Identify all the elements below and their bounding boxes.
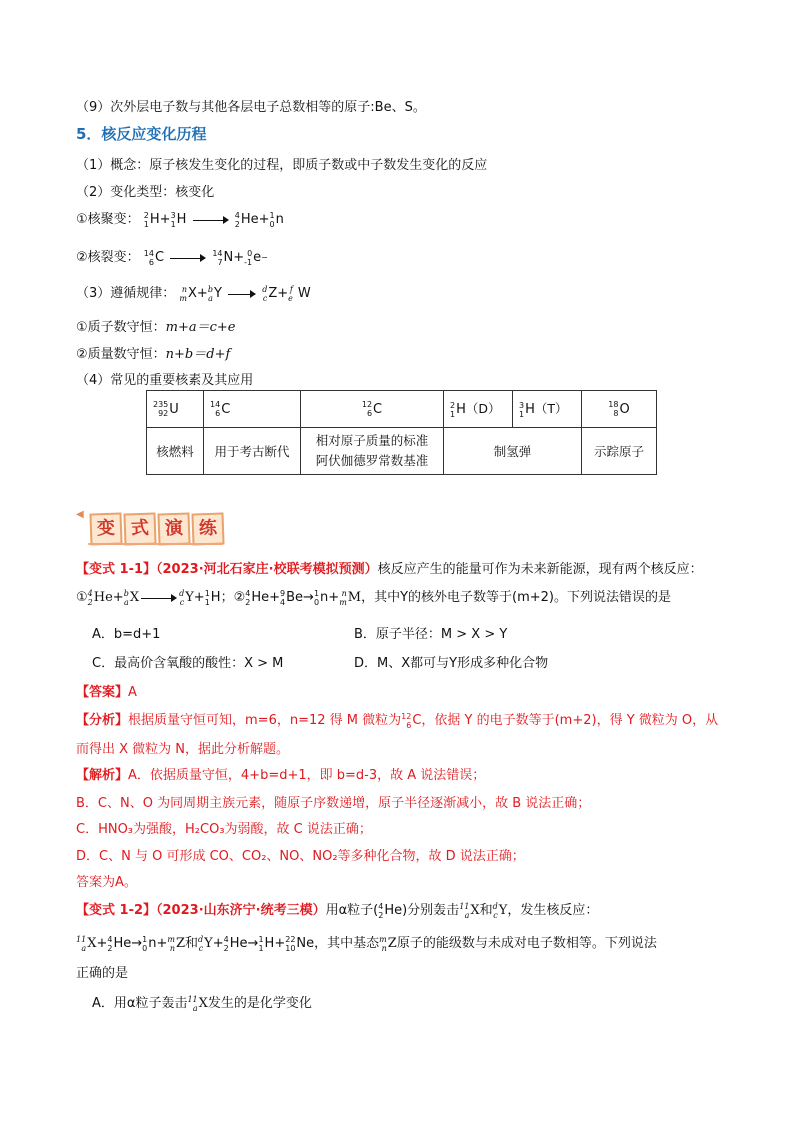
q11-jiexi-2: B．C、N、O 为同周期主族元素，随原子序数递增，原子半径逐渐减小，故 B 说法正确；	[76, 796, 591, 811]
q11-answer: 【答案】A	[76, 685, 137, 700]
plus-sign: +	[277, 286, 289, 301]
fusion-label: ①核聚变：	[76, 212, 140, 227]
nuclide: f e W	[288, 284, 311, 303]
exercise-banner	[76, 507, 236, 543]
q11-option-a[interactable]: A．b=d+1	[92, 627, 161, 642]
fission-equation	[76, 246, 268, 267]
nuclide: 1 0 n	[269, 210, 284, 229]
q11-option-c[interactable]: C．最高价含氧酸的酸性：X > M	[92, 656, 284, 671]
common-nuclides-heading: （4）常见的重要核素及其应用	[76, 373, 254, 388]
q11-jiexi-4: D．C、N 与 O 可形成 CO、CO₂、NO、NO₂等多种化合物，故 D 说法正确；	[76, 849, 525, 864]
reaction-arrow	[228, 289, 256, 299]
nuclide: 14 6 C	[143, 248, 165, 267]
nuclide: d c Z	[262, 284, 278, 303]
plus-sign: +	[233, 250, 245, 265]
nuclide: 0 -1 e −	[244, 248, 268, 267]
fission-label: ②核裂变：	[76, 250, 140, 265]
q11-jiexi-1: 【解析】A．依据质量守恒，4+b=d+1，即 b=d-3，故 A 说法错误；	[76, 768, 486, 783]
q12-option-a[interactable]: A．用α粒子轰击 11 a X 发生的是化学变化	[92, 994, 312, 1013]
speaker-icon: ◀	[76, 509, 84, 520]
reaction-arrow	[170, 253, 206, 263]
table-cell: 2 1 H （D）	[444, 391, 513, 428]
plus-sign: +	[196, 286, 208, 301]
banner-underline	[88, 543, 223, 545]
nuclide: 2 1 H	[143, 210, 160, 229]
rule-equation	[76, 282, 311, 303]
q11-conclusion: 答案为A。	[76, 875, 137, 890]
q11-jiexi-3: C．HNO₃为强酸，H₂CO₃为弱酸，故 C 说法正确；	[76, 822, 372, 837]
banner-char: 式	[123, 512, 156, 545]
section9-text: （9）次外层电子数与其他各层电子总数相等的原子:Be、S。	[76, 100, 426, 115]
proton-conservation: ①质子数守恒：m+a＝c+e	[76, 320, 236, 335]
banner-char: 演	[157, 512, 190, 545]
banner-char: 变	[89, 512, 122, 545]
table-cell: 14 6 C	[204, 391, 301, 428]
table-cell: 用于考古断代	[204, 428, 301, 475]
reaction-arrow	[141, 593, 177, 603]
nuclide: n m X	[179, 284, 197, 303]
mass-conservation: ②质量数守恒：n+b＝d+f	[76, 347, 231, 362]
q12-stem-1: 【变式 1-2】（2023·山东济宁·统考三模）用α粒子( 4 2 He )分别轰击 11 a X 和 d c Y ，发生核反应：	[76, 901, 599, 920]
q11-analysis-2: 而得出 X 微粒为 N，据此分析解题。	[76, 742, 290, 757]
q12-stem-2: 11 a X + 4 2 He → 1 0 n + m n Z 和 d c Y + 4 2 He → 1 1 H + 22 10 Ne ，其中基态 m n Z 原子的能级数与未成对电子数相等。下列说法	[76, 934, 657, 953]
q11-equations: ① 4 2 He + b a X d c Y + 1 1 H ；② 4 2 He + 9 4 Be → 1 0 n + n m M ，其中Y的核外电子数等于(m+2)。下列说法错误的是	[76, 588, 672, 607]
nuclide: 14 7 N	[212, 248, 234, 267]
nuclide-table	[146, 390, 657, 475]
plus-sign: +	[258, 212, 270, 227]
table-cell: 18 8 O	[582, 391, 657, 428]
plus-sign: +	[159, 212, 171, 227]
nuclide: 3 1 H	[170, 210, 187, 229]
q11-option-b[interactable]: B．原子半径：M > X > Y	[354, 627, 508, 642]
banner-char: 练	[191, 512, 224, 545]
nuclide: b a Y	[207, 284, 222, 303]
table-cell: 示踪原子	[582, 428, 657, 475]
table-cell: 235 92 U	[147, 391, 204, 428]
q11-option-d[interactable]: D．M、X都可与Y形成多种化合物	[354, 656, 549, 671]
concept-line: （1）概念：原子核发生变化的过程，即质子数或中子数发生变化的反应	[76, 158, 488, 173]
nuclide: 4 2 He	[234, 210, 259, 229]
types-line: （2）变化类型：核变化	[76, 185, 215, 200]
q12-stem-3: 正确的是	[76, 966, 129, 981]
table-cell: 相对原子质量的标准 阿伏伽德罗常数基准	[301, 428, 444, 475]
rule-label: （3）遵循规律：	[76, 286, 176, 301]
table-cell: 核燃料	[147, 428, 204, 475]
q11-stem: 【变式 1-1】（2023·河北石家庄·校联考模拟预测）核反应产生的能量可作为未来新能源，现有两个核反应：	[76, 562, 703, 577]
table-cell: 3 1 H （T）	[513, 391, 582, 428]
table-cell: 12 6 C	[301, 391, 444, 428]
q11-analysis-1: 【分析】根据质量守恒可知，m=6，n=12 得 M 微粒为 12 6 C ，依据 Y 的电子数等于(m+2)，得 Y 微粒为 O，从	[76, 711, 719, 730]
reaction-arrow	[193, 215, 229, 225]
section5-heading: 5．核反应变化历程	[76, 125, 207, 143]
fusion-equation	[76, 208, 284, 229]
table-cell: 制氢弹	[444, 428, 582, 475]
